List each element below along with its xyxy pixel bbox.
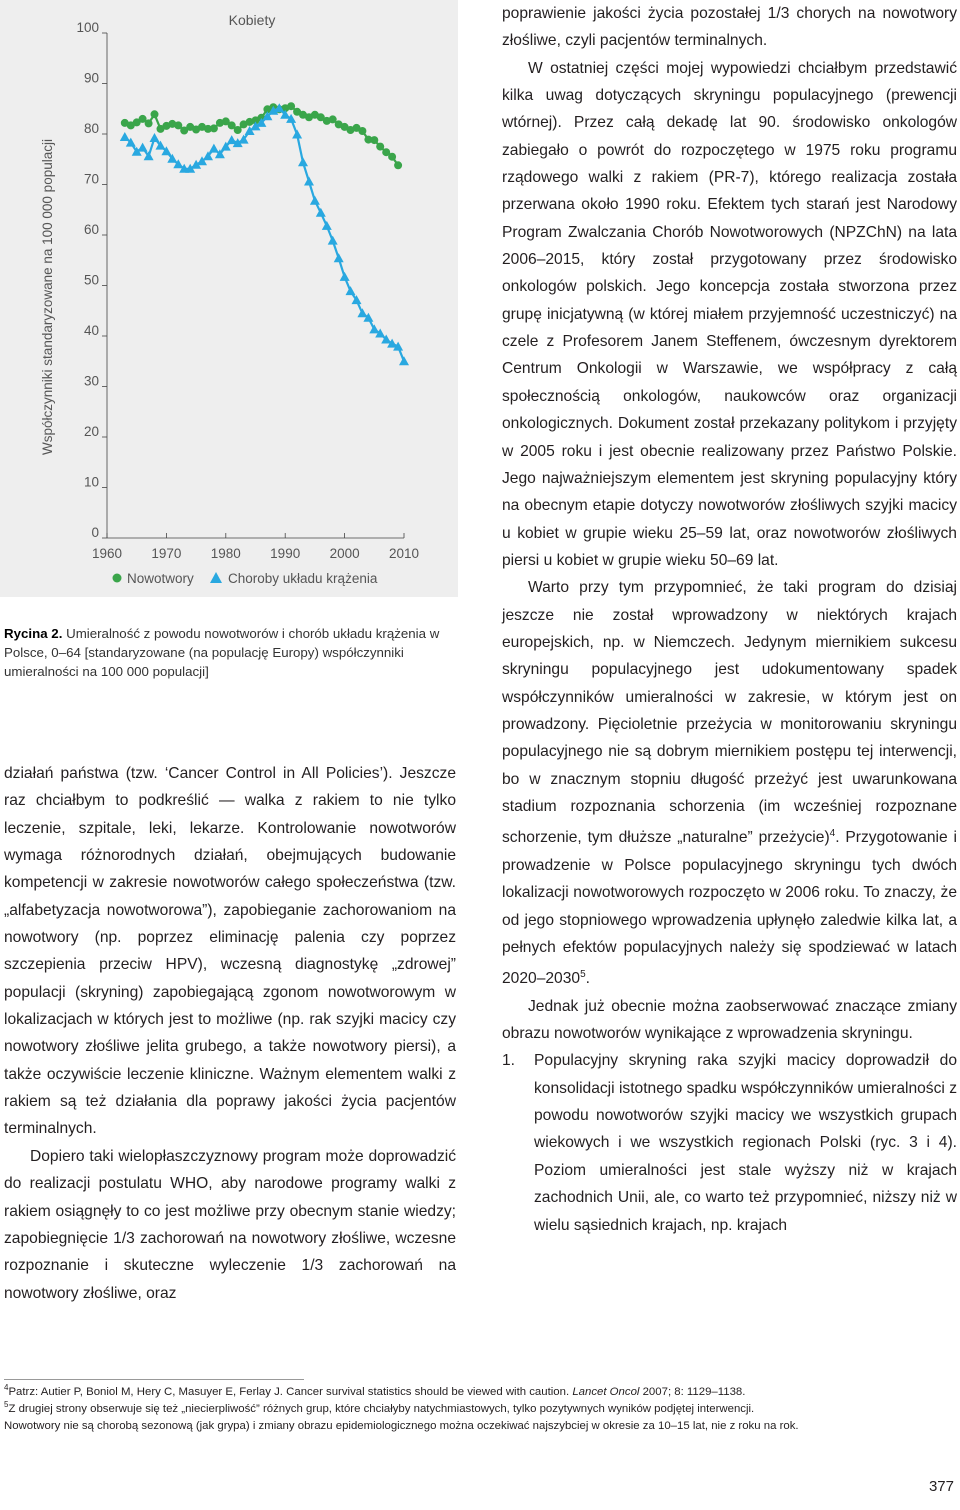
- data-point-circulatory: [357, 308, 367, 317]
- right-text-column: [502, 0, 957, 1239]
- y-tick-label: 90: [83, 70, 99, 86]
- data-point-tumors: [370, 136, 378, 144]
- x-tick-label: 1960: [91, 546, 123, 561]
- data-point-circulatory: [316, 208, 326, 217]
- data-point-circulatory: [346, 286, 356, 295]
- data-point-tumors: [376, 143, 384, 151]
- data-point-tumors: [151, 110, 159, 118]
- right-paragraph-2: W ostatniej części mojej wypowiedzi chciałbym przedstawić kilka uwag dotyczących skryningu populacyjnego (prewencji wtórnej). Przez całą dekadę lat 90. środowisko onkologów zabiegało o powrót do rozpoczętego w 1975 roku programu rządowego walki z rakiem (PR-7), którego realizacja została przerwana około 1990 roku. Efektem tych starań jest Narodowy Program Zwalczania Chorób Nowotworowych (NPZChN) na lata 2006–2015, który został przygotowany przez środowisko onkologów polskich. Jego koncepcja została stworzona przez grupę inicjatywną (w której miałem przyjemność uczestniczyć) na czele z Profesorem Janem Steffenem, ówczesnym dyrektorem Centrum Onkologii w Warszawie, we współpracy z całą społecznością onkologów, naukowców oraz organizacji onkologicznych. Dokument został przekazany politykom i przyjęty w 2005 roku i jest obecnie realizowany przez Państwo Polskie. Jego najważniejszym elementem jest skryning populacyjny który na obecnym etapie dotyczy nowotworów złośliwych szyjki macicy u kobiet w grupie wieku 25–59 lat, oraz nowotworów złośliwych piersi u kobiet w grupie wieku 50–69 lat.: [502, 59, 957, 569]
- list-number: 1.: [502, 1052, 516, 1070]
- footnote-4-text-a: Patrz: Autier P, Boniol M, Hery C, Masuyer E, Ferlay J. Cancer survival statistics should be viewed with caution.: [8, 1386, 573, 1398]
- legend-label-tumors: Nowotwory: [127, 571, 194, 586]
- footnote-ref-5[interactable]: 5: [580, 969, 586, 981]
- footnote-divider: [4, 1379, 304, 1380]
- data-point-circulatory: [120, 132, 130, 141]
- footnote-5: [4, 1401, 956, 1418]
- data-point-circulatory: [340, 272, 350, 281]
- chart-axes: [76, 20, 419, 561]
- right-paragraph-3-end: .: [585, 970, 590, 988]
- footnote-4: [4, 1384, 956, 1401]
- chart-title: Kobiety: [228, 12, 276, 28]
- right-paragraph-1: poprawienie jakości życia pozostałej 1/3 chorych na nowotwory złośliwe, czyli pacjentów terminalnych.: [502, 5, 957, 50]
- data-point-circulatory: [138, 143, 148, 152]
- y-tick-label: 10: [83, 474, 99, 490]
- list-text: Populacyjny skryning raka szyjki macicy doprowadził do konsolidacji istotnego spadku współczynników umieralności z powodu nowotworów szyjki macicy we wszystkich grupach wiekowych i we wszystkich regionach Polski (ryc. 3 i 4). Poziom umieralności jest stale wyższy niż w krajach zachodnich Unii, ale, co warto też przypomnieć, niższy niż w wielu sąsiednich krajach, np. krajach: [534, 1052, 957, 1234]
- mortality-line-chart: [0, 0, 458, 597]
- footnote-6: Nowotwory nie są chorobą sezonową (jak grypa) i zmiany obrazu epidemiologicznego można oczekiwać najszybciej w okresie za 10–15 lat, nie z roku na rok.: [4, 1420, 799, 1432]
- y-axis-label: Współczynniki standaryzowane na 100 000 populacji: [40, 139, 55, 455]
- data-point-circulatory: [298, 157, 308, 166]
- y-tick-label: 40: [83, 323, 99, 338]
- data-point-circulatory: [304, 177, 314, 186]
- left-text-column: [4, 760, 456, 1307]
- data-point-tumors: [388, 153, 396, 161]
- right-paragraph-3-part-b: . Przygotowanie i prowadzenie w Polsce populacyjnego skryningu tych dwóch lokalizacji nowotworowych rozpoczęto w 2006 roku. To znaczy, że od jego stopniowego wprowadzenia upłynęło zaledwie kilka lat, a pełnych efektów populacyjnych należy się spodziewać w latach 2020–2030: [502, 829, 957, 988]
- y-tick-label: 60: [83, 222, 99, 237]
- y-tick-label: 30: [83, 373, 99, 389]
- data-point-tumors: [145, 119, 153, 127]
- data-point-circulatory: [369, 324, 379, 333]
- legend-marker-circulatory: [210, 572, 222, 583]
- footnote-4-text-b: 2007; 8: 1129–1138.: [639, 1386, 746, 1398]
- x-tick-label: 1990: [270, 546, 301, 561]
- data-point-tumors: [358, 127, 366, 135]
- y-tick-label: 80: [83, 121, 99, 136]
- series-line-circulatory: [125, 108, 404, 361]
- data-point-circulatory: [328, 236, 338, 245]
- caption-text: Umieralność z powodu nowotworów i chorób układu krążenia w Polsce, 0–64 [standaryzowane (na populację Europy) współczynniki umieralności na 100 000 populacji]: [4, 626, 440, 679]
- y-tick-label: 100: [76, 20, 99, 35]
- right-paragraph-3: [502, 574, 957, 993]
- data-point-circulatory: [399, 356, 409, 365]
- legend-marker-tumors: [113, 574, 122, 583]
- legend-label-circulatory: Choroby układu krążenia: [228, 571, 378, 586]
- chart-series: [120, 102, 409, 365]
- footnote-4-journal: Lancet Oncol: [572, 1386, 640, 1398]
- left-paragraph-1: działań państwa (tzw. ‘Cancer Control in All Policies’). Jeszcze raz chciałbym to podkreślić — walka z rakiem to nie tylko leczenie, szpitale, leki, lekarze. Kontrolowanie nowotworów wymaga różnorodnych działań, obejmujących budowanie kompetencji w zakresie nowotworów całego społeczeństwa (tzw. „alfabetyzacja nowotworowa”), zapobieganie zachorowaniom na nowotwory (np. poprzez eliminację palenia czy poprzez szczepienia przeciw HPV), wczesną diagnostykę „zdrowej” populacji (skryning) zapobiegającą zgonom nowotworowym w lokalizacjach w których jest to możliwe (np. rak szyjki macicy czy nowotwory złośliwe jelita grubego, a także nowotwory piersi), a także oczywiście leczenie kliniczne. Ważnym elementem walki z rakiem są też działania dla poprawy jakości życia pacjentów terminalnych.: [4, 765, 456, 1138]
- y-tick-label: 50: [83, 272, 99, 288]
- data-point-tumors: [394, 161, 402, 169]
- x-tick-label: 2010: [388, 546, 420, 561]
- left-paragraph-2: Dopiero taki wielopłaszczyznowy program może doprowadzić do realizacji postulatu WHO, aby narodowe programy walki z rakiem osiągnęły to co jest możliwe przy obecnym stanie wiedzy; zapobiegnięcie 1/3 zachorowań na nowotwory złośliwe, wczesne rozpoznanie i skuteczne wyleczenie 1/3 zachorowań na nowotwory złośliwe, oraz: [4, 1147, 456, 1302]
- data-point-circulatory: [310, 196, 320, 205]
- y-tick-label: 70: [83, 171, 99, 187]
- data-point-tumors: [287, 102, 295, 110]
- chart-legend: [113, 571, 378, 586]
- data-point-circulatory: [150, 133, 160, 142]
- data-point-circulatory: [322, 221, 332, 230]
- figure-panel: [0, 0, 458, 597]
- caption-label: Rycina 2.: [4, 626, 63, 641]
- figure-caption: [4, 624, 456, 681]
- footnote-ref-4[interactable]: 4: [829, 828, 836, 840]
- footnote-4-number: 4: [4, 1383, 9, 1393]
- footnote-5-text: Z drugiej strony obserwuje się też „niecierpliwość” różnych grup, które chciałyby natychmiastowych, tylko pozytywnych wyników podjętej interwencji.: [8, 1403, 755, 1415]
- right-paragraph-4: Jednak już obecnie można zaobserwować znaczące zmiany obrazu nowotworów wynikające z wprowadzenia skryningu.: [502, 997, 957, 1043]
- data-point-tumors: [210, 124, 218, 132]
- data-point-tumors: [234, 126, 242, 134]
- data-point-circulatory: [334, 253, 344, 262]
- x-tick-label: 1970: [151, 546, 182, 561]
- x-tick-label: 2000: [329, 546, 360, 561]
- y-tick-label: 0: [91, 525, 99, 540]
- numbered-list-item: [502, 1047, 957, 1238]
- footnote-5-number: 5: [4, 1400, 9, 1410]
- y-tick-label: 20: [83, 424, 99, 439]
- page-number: 377: [928, 1478, 954, 1495]
- x-tick-label: 1980: [210, 546, 241, 561]
- data-point-circulatory: [292, 130, 302, 139]
- data-point-circulatory: [209, 144, 219, 153]
- right-paragraph-3-part-a: Warto przy tym przypomnieć, że taki program do dzisiaj jeszcze nie został wprowadzony w niektórych krajach europejskich, np. w Niemczech. Jedynym miernikiem sukcesu skryningu populacyjnego jest udokumentowany spadek współczynników umieralności w zakresie, w którym jest on prowadzony. Pięcioletnie przeżycia w monitorowaniu skryningu populacyjnego nie są dobrym miernikiem postępu tej interwencji, bo w znacznym stopniu długość przeżyć jest uwarunkowana stadium rozpoznania schorzenia (im wcześniej rozpoznane schorzenie, tym dłuższe „naturalne” przeżycie): [502, 579, 957, 847]
- footnotes: [4, 1384, 956, 1435]
